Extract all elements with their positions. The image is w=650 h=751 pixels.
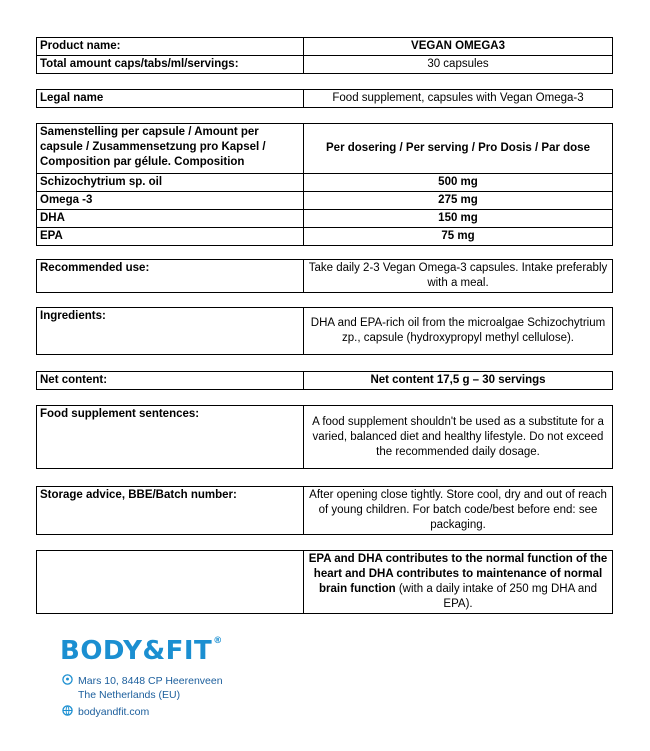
sentences-table (36, 405, 613, 469)
recommended-use-value: Take daily 2-3 Vegan Omega-3 capsules. Intake preferably with a meal. (304, 260, 613, 293)
composition-item-name: Schizochytrium sp. oil (37, 174, 304, 192)
composition-item-value: 75 mg (304, 228, 613, 246)
composition-item-value: 275 mg (304, 192, 613, 210)
composition-row (37, 228, 613, 246)
health-claim-bold: EPA and DHA contributes to the normal function of the heart and DHA contributes to maintenance of normal brain function (308, 553, 608, 595)
composition-item-name: DHA (37, 210, 304, 228)
net-content-value: Net content 17,5 g – 30 servings (304, 372, 613, 390)
net-content-table (36, 371, 613, 390)
composition-row (37, 174, 613, 192)
ingredients-table (36, 307, 613, 355)
recommended-use-label: Recommended use: (37, 260, 304, 293)
food-supplement-sentences-value: A food supplement shouldn't be used as a substitute for a varied, balanced diet and healthy lifestyle. Do not exceed the recommended daily dosage. (304, 406, 613, 469)
product-name-row (37, 38, 613, 56)
composition-row (37, 192, 613, 210)
composition-header-value: Per dosering / Per serving / Pro Dosis / Par dose (304, 124, 613, 174)
legal-name-label: Legal name (37, 90, 304, 108)
food-supplement-sentences-label: Food supplement sentences: (37, 406, 304, 469)
storage-table (36, 486, 613, 535)
address-line-2: The Netherlands (EU) (78, 689, 181, 701)
composition-item-value: 500 mg (304, 174, 613, 192)
health-claim-normal: (with a daily intake of 250 mg DHA and EPA). (395, 583, 598, 610)
total-amount-label: Total amount caps/tabs/ml/servings: (37, 56, 304, 74)
body-and-fit-logo: BODY&FIT® (60, 636, 223, 666)
composition-item-name: EPA (37, 228, 304, 246)
claim-table (36, 550, 613, 614)
health-claim (304, 551, 613, 614)
product-table (36, 37, 613, 74)
composition-table (36, 123, 613, 246)
product-name-label: Product name: (37, 38, 304, 56)
total-amount-row (37, 56, 613, 74)
ingredients-label: Ingredients: (37, 308, 304, 355)
claim-empty-cell (37, 551, 304, 614)
composition-item-name: Omega -3 (37, 192, 304, 210)
globe-icon (62, 705, 74, 720)
composition-row (37, 210, 613, 228)
total-amount-value: 30 capsules (304, 56, 613, 74)
storage-advice-label: Storage advice, BBE/Batch number: (37, 487, 304, 535)
storage-advice-value: After opening close tightly. Store cool, dry and out of reach of young children. For batch code/best before end: see packaging. (304, 487, 613, 535)
ingredients-value: DHA and EPA-rich oil from the microalgae Schizochytrium zp., capsule (hydroxypropyl methyl cellulose). (304, 308, 613, 355)
registered-mark: ® (213, 636, 223, 646)
location-pin-icon (62, 674, 74, 689)
product-name-value: VEGAN OMEGA3 (304, 38, 613, 56)
composition-header-label: Samenstelling per capsule / Amount per capsule / Zusammensetzung pro Kapsel / Composition par gélule. Composition (37, 124, 304, 174)
address-line-1: Mars 10, 8448 CP Heerenveen (78, 675, 223, 687)
website-link[interactable]: bodyandfit.com (78, 706, 150, 718)
composition-item-value: 150 mg (304, 210, 613, 228)
recommended-table (36, 259, 613, 293)
legal-name-value: Food supplement, capsules with Vegan Omega-3 (304, 90, 613, 108)
net-content-label: Net content: (37, 372, 304, 390)
company-address (62, 674, 223, 720)
legal-table (36, 89, 613, 108)
